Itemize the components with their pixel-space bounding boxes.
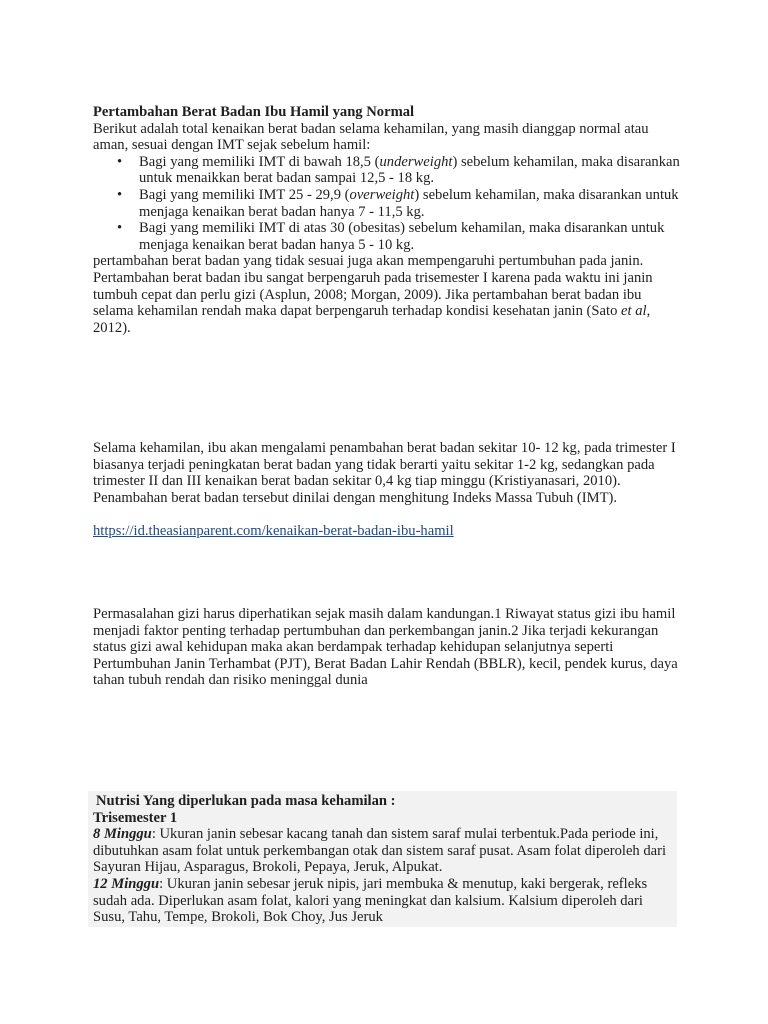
nutrition-box-content bbox=[93, 793, 673, 926]
list-item-text: Bagi yang memiliki IMT di bawah 18,5 ( bbox=[139, 153, 380, 170]
nutrition-title: Nutrisi Yang diperlukan pada masa kehamilan : bbox=[96, 793, 396, 809]
list-item bbox=[93, 187, 683, 220]
list-item-term: underweight bbox=[379, 153, 453, 170]
source-link[interactable]: https://id.theasianparent.com/kenaikan-berat-badan-ibu-hamil bbox=[93, 522, 454, 539]
list-item-text: Bagi yang memiliki IMT 25 - 29,9 ( bbox=[139, 186, 350, 203]
list-item bbox=[93, 220, 683, 253]
paragraph-text: pertambahan berat badan yang tidak sesuai juga akan mempengaruhi pertumbuhan pada janin. Pertambahan berat badan ibu sangat berpengaruh pada trisemester I karena pada waktu ini janin tumbuh cepat dan perlu gizi (Asplun, 2008; Morgan, 2009). Jika pertambahan berat badan ibu selama kehamilan rendah maka dapat berpengaruh terhadap kondisi kesehatan janin (Sato bbox=[93, 253, 653, 320]
list-item-text: ) sebelum kehamilan, maka disarankan untuk menjaga kenaikan berat badan hanya 7 - 11,5 kg. bbox=[139, 186, 679, 220]
list-item-text: Bagi yang memiliki IMT di atas 30 (obesitas) sebelum kehamilan, maka disarankan untuk menjaga kenaikan berat badan hanya 5 - 10 kg. bbox=[139, 220, 665, 253]
bullet-icon: • bbox=[117, 153, 123, 170]
body-paragraph: Selama kehamilan, ibu akan mengalami penambahan berat badan sekitar 10- 12 kg, pada trimester I biasanya terjadi peningkatan berat badan yang tidak berarti yaitu sekitar 1-2 kg, sedangkan pada trimester II dan III kenaikan berat badan sekitar 0,4 kg tiap minggu (Kristiyanasari, 2010). Penambahan berat badan tersebut dinilai dengan menghitung Indeks Massa Tubuh (IMT). bbox=[93, 440, 676, 506]
nutrition-entry bbox=[93, 876, 673, 926]
entry-text: : Ukuran janin sebesar jeruk nipis, jari membuka & menutup, kaki bergerak, refleks sudah ada. Diperlukan asam folat, kalori yang meningkat dan kalsium. Kalsium diperoleh dari Susu, Tahu, Tempe, Brokoli, Bok Choy, Jus Jeruk bbox=[93, 875, 648, 926]
entry-text: : Ukuran janin sebesar kacang tanah dan sistem saraf mulai terbentuk.Pada periode ini, dibutuhkan asam folat untuk perkembangan otak dan sistem saraf pusat. Asam folat diperoleh dari Sayuran Hijau, Asparagus, Brokoli, Pepaya, Jeruk, Alpukat. bbox=[93, 826, 667, 876]
entry-label: 12 Minggu bbox=[93, 875, 160, 892]
section-weight-trimester bbox=[93, 440, 683, 540]
paragraph-etal: et al bbox=[621, 303, 647, 320]
paragraph-text: , 2012). bbox=[93, 303, 651, 336]
section-weight-gain bbox=[93, 104, 683, 336]
section-nutrition-problem bbox=[93, 606, 683, 689]
trimester-title: Trisemester 1 bbox=[93, 809, 178, 826]
nutrition-box bbox=[88, 791, 677, 927]
list-item-term: overweight bbox=[349, 186, 415, 203]
entry-label: 8 Minggu bbox=[93, 826, 152, 843]
intro-paragraph: Berikut adalah total kenaikan berat badan selama kehamilan, yang masih dianggap normal atau aman, sesuai dengan IMT sejak sebelum hamil: bbox=[93, 120, 649, 154]
body-paragraph bbox=[93, 253, 683, 336]
list-item bbox=[93, 154, 683, 187]
nutrition-entry bbox=[93, 826, 673, 876]
bmi-list bbox=[93, 154, 683, 254]
body-paragraph: Permasalahan gizi harus diperhatikan sejak masih dalam kandungan.1 Riwayat status gizi ibu hamil menjadi faktor penting terhadap pertumbuhan dan perkembangan janin.2 Jika terjadi kekurangan status gizi awal kehidupan maka akan berdampak terhadap kehidupan selanjutnya seperti Pertumbuhan Janin Terhambat (PJT), Berat Badan Lahir Rendah (BBLR), kecil, pendek kurus, daya tahan tubuh rendah dan risiko meninggal dunia bbox=[93, 606, 678, 689]
section-title: Pertambahan Berat Badan Ibu Hamil yang Normal bbox=[93, 104, 415, 120]
list-item-text: ) sebelum kehamilan, maka disarankan untuk menaikkan berat badan sampai 12,5 - 18 kg. bbox=[139, 153, 680, 187]
bullet-icon: • bbox=[117, 220, 123, 237]
bullet-icon: • bbox=[117, 186, 123, 203]
